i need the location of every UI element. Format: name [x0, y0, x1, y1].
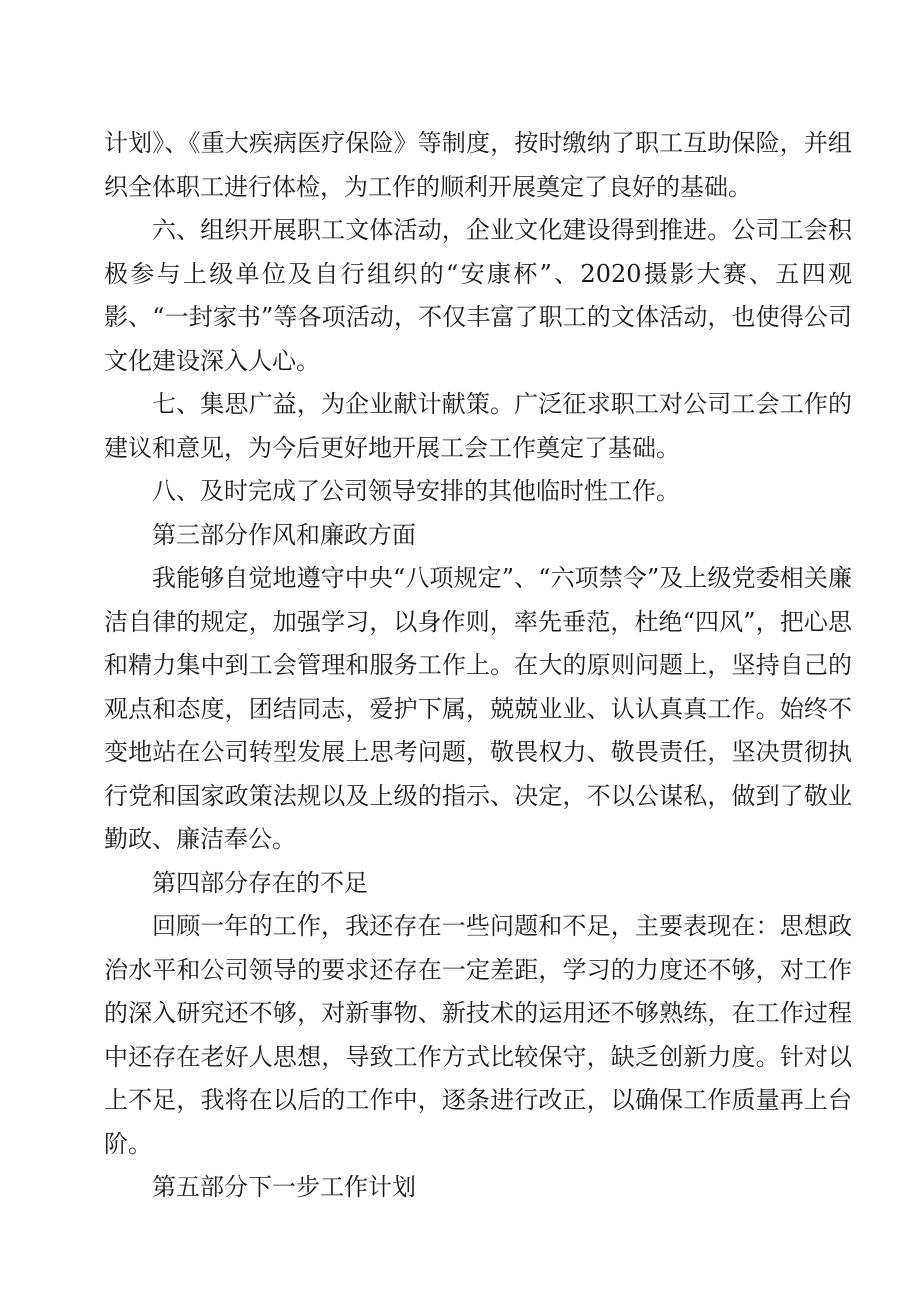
paragraph-part-three-body: 我能够自觉地遵守中央“八项规定”、“六项禁令”及上级党委相关廉洁自律的规定，加强学习，以身作则，率先垂范，杜绝“四风”，把心思和精力集中到工会管理和服务工作上。在大的原则问题上，坚持自己的观点和态度，团结同志，爱护下属，兢兢业业、认认真真工作。始终不变地站在公司转型发展上思考问题，敬畏权力、敬畏责任，坚决贯彻执行党和国家政策法规以及上级的指示、决定，不以公谋私，做到了敬业勤政、廉洁奉公。	[104, 564, 852, 853]
paragraph-item-seven: 七、集思广益，为企业献计献策。广泛征求职工对公司工会工作的建议和意见，为今后更好地开展工会工作奠定了基础。	[104, 390, 852, 462]
paragraph-part-four-body: 回顾一年的工作，我还存在一些问题和不足，主要表现在：思想政治水平和公司领导的要求还存在一定差距，学习的力度还不够，对工作的深入研究还不够，对新事物、新技术的运用还不够熟练，在工作过程中还存在老好人思想，导致工作方式比较保守，缺乏创新力度。针对以上不足，我将在以后的工作中，逐条进行改正，以确保工作质量再上台阶。	[104, 912, 852, 1158]
document-body	[104, 122, 852, 1210]
section-heading-part-four: 第四部分存在的不足	[152, 868, 368, 897]
section-heading-part-five: 第五部分下一步工作计划	[152, 1173, 416, 1201]
paragraph-item-eight: 八、及时完成了公司领导安排的其他临时性工作。	[152, 477, 680, 505]
paragraph-insurance-continuation: 计划》、《重大疾病医疗保险》等制度，按时缴纳了职工互助保险，并组织全体职工进行体检，为工作的顺利开展奠定了良好的基础。	[104, 129, 852, 201]
paragraph-item-six: 六、组织开展职工文体活动，企业文化建设得到推进。公司工会积极参与上级单位及自行组织的“安康杯”、2020摄影大赛、五四观影、“一封家书”等各项活动，不仅丰富了职工的文体活动，也使得公司文化建设深入人心。	[104, 216, 852, 375]
section-heading-part-three: 第三部分作风和廉政方面	[152, 520, 416, 549]
